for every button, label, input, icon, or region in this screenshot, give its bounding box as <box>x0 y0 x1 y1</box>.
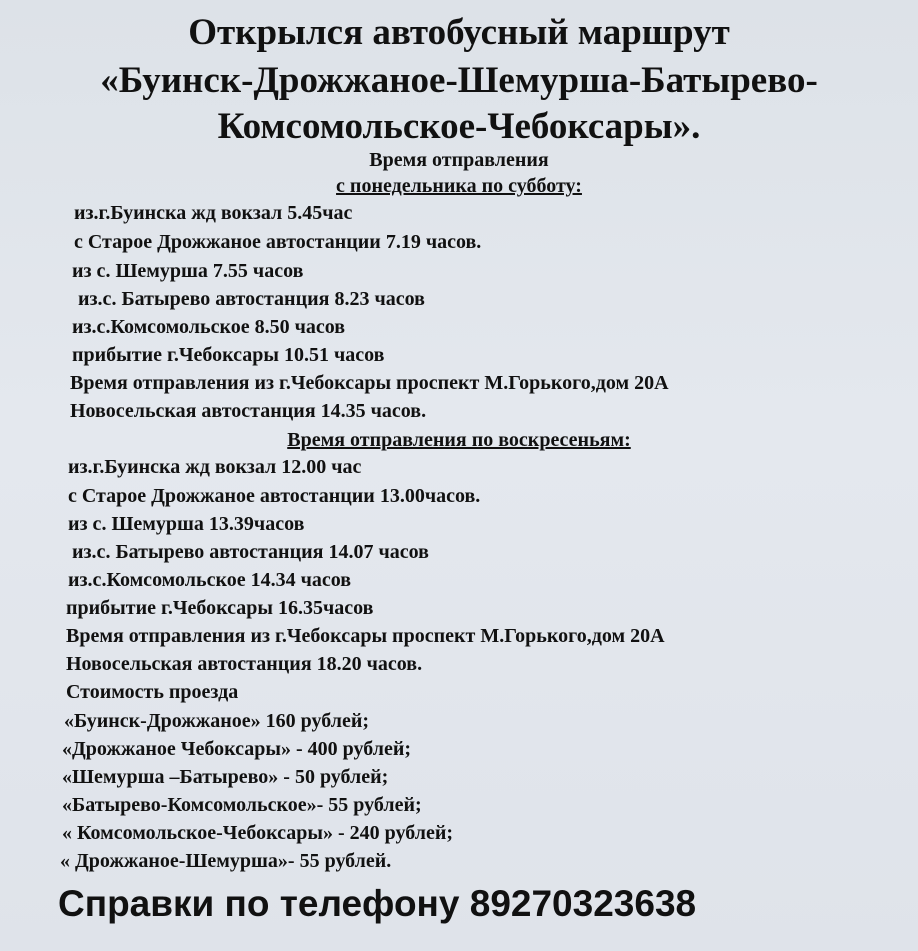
sunday-line: Время отправления из г.Чебоксары проспект М.Горького,дом 20А <box>66 625 665 647</box>
weekday-line: из.с. Батырево автостанция 8.23 часов <box>78 288 425 310</box>
weekday-line: из.с.Комсомольское 8.50 часов <box>72 316 346 338</box>
title-line-3: Комсомольское-Чебоксары». <box>217 106 701 147</box>
weekday-line: Новосельская автостанция 14.35 часов. <box>70 400 427 422</box>
weekday-line: из.г.Буинска жд вокзал 5.45час <box>74 202 353 224</box>
fare-line: «Буинск-Дрожжаное» 160 рублей; <box>64 710 369 732</box>
fare-line: «Батырево-Комсомольское»- 55 рублей; <box>62 794 422 816</box>
sunday-line: из.г.Буинска жд вокзал 12.00 час <box>68 456 362 478</box>
weekday-line: прибытие г.Чебоксары 10.51 часов <box>72 344 385 366</box>
sunday-line: Новосельская автостанция 18.20 часов. <box>66 653 423 675</box>
sunday-line: с Старое Дрожжаное автостанции 13.00часов. <box>68 485 481 507</box>
fare-line: «Шемурша –Батырево» - 50 рублей; <box>62 766 389 788</box>
title-line-1: Открылся автобусный маршрут <box>188 12 730 53</box>
weekday-heading: Время отправления <box>369 149 549 171</box>
sunday-line: из.с.Комсомольское 14.34 часов <box>68 569 352 591</box>
sunday-line: из с. Шемурша 13.39часов <box>68 513 305 535</box>
sunday-line: прибытие г.Чебоксары 16.35часов <box>66 597 374 619</box>
weekday-line: Время отправления из г.Чебоксары проспект М.Горького,дом 20А <box>70 372 669 394</box>
title-line-2: «Буинск-Дрожжаное-Шемурша-Батырево- <box>100 60 818 101</box>
contact-phone: Справки по телефону 89270323638 <box>58 883 697 924</box>
weekday-days-heading: с понедельника по субботу: <box>336 175 582 197</box>
weekday-line: с Старое Дрожжаное автостанции 7.19 часов. <box>74 231 482 253</box>
fare-line: « Комсомольское-Чебоксары» - 240 рублей; <box>62 822 454 844</box>
fare-line: « Дрожжаное-Шемурша»- 55 рублей. <box>60 850 392 872</box>
fares-heading: Стоимость проезда <box>66 681 239 703</box>
weekday-line: из с. Шемурша 7.55 часов <box>72 260 304 282</box>
sunday-line: из.с. Батырево автостанция 14.07 часов <box>72 541 429 563</box>
sunday-heading: Время отправления по воскресеньям: <box>287 429 631 451</box>
fare-line: «Дрожжаное Чебоксары» - 400 рублей; <box>62 738 412 760</box>
